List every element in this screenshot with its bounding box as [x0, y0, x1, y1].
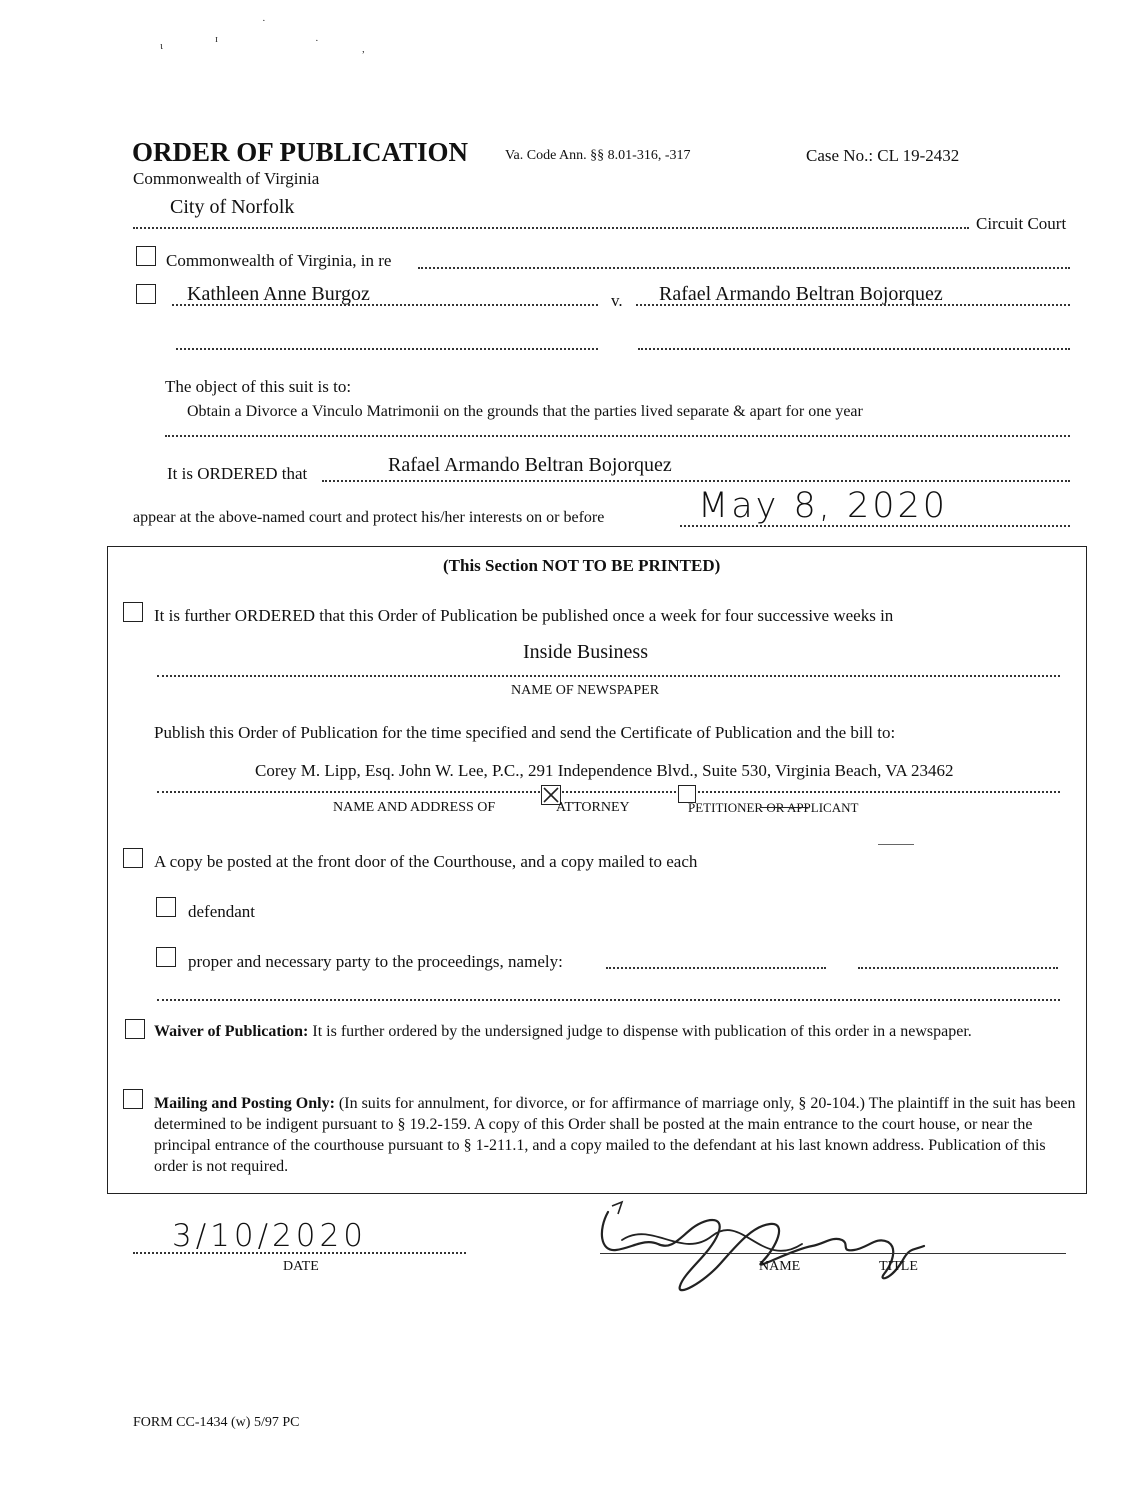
object-label: The object of this suit is to: — [165, 377, 352, 396]
object-line — [165, 435, 1070, 437]
in-re-line — [418, 267, 1070, 269]
date-handwritten[interactable]: 3/10/2020 — [172, 1218, 367, 1254]
mailing-title: Mailing and Posting Only: — [154, 1095, 335, 1112]
publish-checkbox[interactable] — [123, 602, 143, 622]
ordered-party-field[interactable]: Rafael Armando Beltran Bojorquez — [388, 454, 672, 476]
posting-text: A copy be posted at the front door of the Courthouse, and a copy mailed to each — [154, 852, 698, 871]
address-line — [157, 791, 1060, 793]
attorney-label: ATTORNEY — [556, 800, 630, 815]
ordered-line — [322, 480, 1070, 482]
newspaper-label: NAME OF NEWSPAPER — [511, 683, 660, 698]
case-number — [806, 146, 959, 166]
scan-speck: ɩ — [160, 40, 163, 52]
address-label: NAME AND ADDRESS OF — [333, 800, 496, 815]
versus-label: v. — [611, 291, 623, 310]
judge-signature — [592, 1200, 952, 1300]
newspaper-line — [157, 675, 1060, 677]
mailing-checkbox[interactable] — [123, 1089, 143, 1109]
form-id: FORM CC-1434 (w) 5/97 PC — [133, 1415, 300, 1430]
scan-speck: · — [262, 15, 266, 27]
court-label: Circuit Court — [976, 214, 1067, 233]
commonwealth-label: Commonwealth of Virginia — [133, 169, 320, 188]
plaintiff-field[interactable]: Kathleen Anne Burgoz — [187, 283, 370, 305]
title-label: TITLE — [879, 1259, 918, 1274]
posting-checkbox[interactable] — [123, 848, 143, 868]
case-number-label: Case No.: — [806, 146, 874, 165]
in-re-checkbox[interactable] — [136, 246, 156, 266]
in-re-label: Commonwealth of Virginia, in re — [166, 251, 392, 270]
date-line — [133, 1252, 466, 1254]
defendant-line — [636, 304, 1070, 306]
ordered-label: It is ORDERED that — [167, 464, 308, 483]
object-text[interactable]: Obtain a Divorce a Vinculo Matrimonii on the grounds that the parties lived separate & apart for one year — [187, 403, 863, 420]
waiver-checkbox[interactable] — [125, 1019, 145, 1039]
appear-date-handwritten[interactable]: May 8, 2020 — [698, 486, 949, 526]
locality-field[interactable]: City of Norfolk — [170, 196, 295, 218]
send-text: Publish this Order of Publication for the time specified and send the Certificate of Publication and the bill to: — [154, 723, 896, 742]
date-label: DATE — [283, 1259, 319, 1274]
stray-mark — [878, 844, 914, 845]
defendant-label: defendant — [188, 902, 256, 921]
code-reference: Va. Code Ann. §§ 8.01-316, -317 — [505, 148, 691, 163]
case-number-value: CL 19-2432 — [877, 146, 960, 165]
strikethrough-mark — [760, 807, 808, 808]
defendant-checkbox[interactable] — [156, 897, 176, 917]
scan-speck: , — [362, 43, 365, 55]
scan-speck: ɪ — [215, 33, 219, 45]
waiver-paragraph — [154, 1021, 1054, 1042]
proper-party-line-2 — [858, 967, 1058, 969]
signature-line — [600, 1253, 1066, 1254]
parties-checkbox[interactable] — [136, 284, 156, 304]
form-title: ORDER OF PUBLICATION — [132, 137, 469, 167]
publish-order-text: It is further ORDERED that this Order of Publication be published once a week for four successive weeks in — [154, 606, 894, 625]
defendant-field[interactable]: Rafael Armando Beltran Bojorquez — [659, 283, 943, 305]
plaintiff-line — [172, 304, 598, 306]
name-label: NAME — [759, 1259, 801, 1274]
scan-speck: · — [315, 35, 319, 47]
address-field[interactable]: Corey M. Lipp, Esq. John W. Lee, P.C., 291 Independence Blvd., Suite 530, Virginia Beach, VA 23462 — [255, 761, 954, 780]
locality-line — [133, 227, 969, 229]
appear-text: appear at the above-named court and protect his/her interests on or before — [133, 509, 605, 526]
defendant-extra-line — [638, 348, 1070, 350]
proper-party-extra-line — [157, 999, 1060, 1001]
appear-date-line — [680, 525, 1070, 527]
mailing-paragraph — [154, 1093, 1076, 1177]
mailing-text: (In suits for annulment, for divorce, or for affirmance of marriage only, § 20-104.) The plaintiff in the suit has been determined to be indigent pursuant to § 19.2-159. A copy of this Order shall be posted at the main entrance to the court house, or near the principal entrance of the courthouse pursuant to § 1-211.1, and a copy mailed to the defendant at his last known address. Publication of this order is not required. — [154, 1095, 1076, 1175]
waiver-text: It is further ordered by the undersigned judge to dispense with publication of this order in a newspaper. — [312, 1023, 972, 1040]
proper-party-line — [606, 967, 826, 969]
plaintiff-extra-line — [176, 348, 598, 350]
waiver-title: Waiver of Publication: — [154, 1023, 309, 1040]
newspaper-field[interactable]: Inside Business — [523, 641, 648, 663]
petitioner-label: PETITIONER OR APPLICANT — [688, 800, 859, 815]
proper-party-checkbox[interactable] — [156, 947, 176, 967]
proper-party-text: proper and necessary party to the proceedings, namely: — [188, 952, 563, 971]
section-heading: (This Section NOT TO BE PRINTED) — [443, 556, 721, 575]
